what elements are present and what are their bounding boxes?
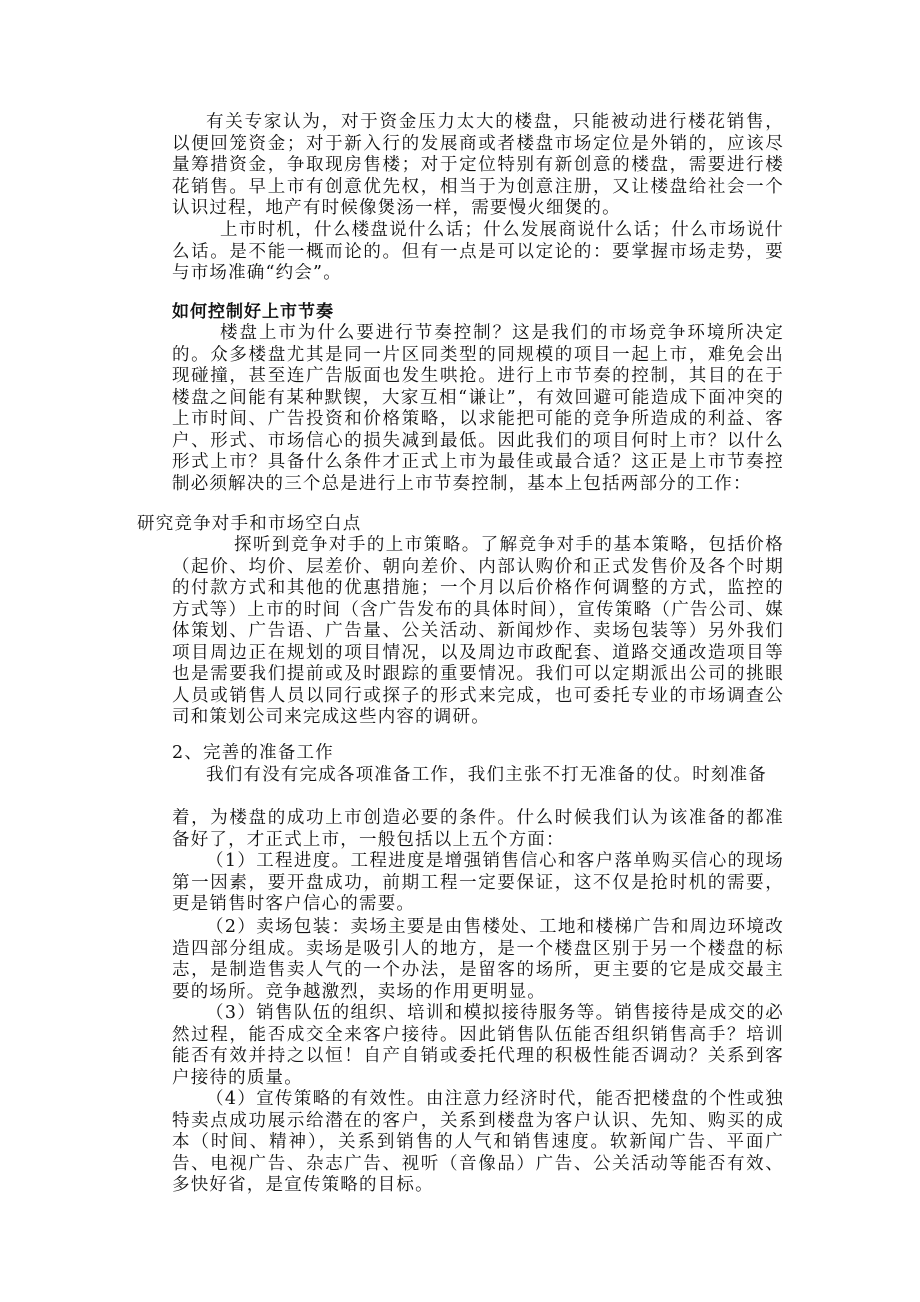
paragraph-competitor-strategy: 探听到竞争对手的上市策略。了解竞争对手的基本策略，包括价格（起价、均价、层差价、朝向差价、内部认购价和正式发售价及各个时期的付款方式和其他的优惠措施；一个月以后价格作何调整的方式，监控的方式等）上市的时间（含广告发布的具体时间），宣传策略（广告公司、媒体策划、广告语、广告量、公关活动、新闻炒作、卖场包装等）另外我们项目周边正在规划的项目情况，以及周边市政配套、道路交通改造项目等也是需要我们提前或及时跟踪的重要情况。我们可以定期派出公司的挑眼人员或销售人员以同行或探子的形式来完成，也可委托专业的市场调查公司和策划公司来完成这些内容的调研。 bbox=[172, 535, 784, 727]
subheading-preparation-work: 2、完善的准备工作 bbox=[172, 743, 334, 763]
paragraph-preparation-continued: 着，为楼盘的成功上市创造必要的条件。什么时候我们认为该准备的都准备好了，才正式上市，一般包括以上五个方面： bbox=[172, 808, 784, 850]
paragraph-rhythm-control: 楼盘上市为什么要进行节奏控制？这是我们的市场竞争环境所决定的。众多楼盘尤其是同一片区同类型的同规模的项目一起上市，难免会出现碰撞，甚至连广告版面也发生哄抢。进行上市节奏的控制，其目的在于楼盘之间能有某种默锲，大家互相“谦让”，有效回避可能造成下面冲突的上市时间、广告投资和价格策略，以求能把可能的竞争所造成的利益、客户、形式、市场信心的损失减到最低。因此我们的项目何时上市？以什么形式上市？具备什么条件才正式上市为最佳或最合适？这正是上市节奏控制必须解决的三个总是进行上市节奏控制，基本上包括两部分的工作： bbox=[172, 323, 784, 494]
list-item-construction-progress: （1）工程进度。工程进度是增强销售信心和客户落单购买信心的现场第一因素，要开盘成功，前期工程一定要保证，这不仅是抢时机的需要，更是销售时客户信心的需要。 bbox=[172, 851, 784, 914]
section-heading-launch-rhythm: 如何控制好上市节奏 bbox=[172, 302, 334, 322]
paragraph-launch-timing: 上市时机，什么楼盘说什么话；什么发展商说什么话；什么市场说什么话。是不能一概而论的。但有一点是可以定论的：要掌握市场走势，要与市场准确“约会”。 bbox=[172, 220, 784, 283]
paragraph-preparation-intro: 我们有没有完成各项准备工作，我们主张不打无准备的仗。时刻准备 bbox=[206, 765, 767, 785]
paragraph-experts-opinion: 有关专家认为，对于资金压力太大的楼盘，只能被动进行楼花销售，以便回笼资金；对于新入行的发展商或者楼盘市场定位是外销的，应该尽量筹措资金，争取现房售楼；对于定位特别有新创意的楼盘，需要进行楼花销售。早上市有创意优先权，相当于为创意注册，又让楼盘给社会一个认识过程，地产有时候像煲汤一样，需要慢火细煲的。 bbox=[172, 112, 784, 218]
subheading-research-competitors: 研究竞争对手和市场空白点 bbox=[137, 514, 362, 534]
list-item-promotion-strategy: （4）宣传策略的有效性。由注意力经济时代，能否把楼盘的个性或独特卖点成功展示给潜在的客户，关系到楼盘为客户认识、先知、购买的成本（时间、精神），关系到销售的人气和销售速度。软新闻广告、平面广告、电视广告、杂志广告、视听（音像品）广告、公关活动等能否有效、多快好省，是宣传策略的目标。 bbox=[172, 1089, 784, 1195]
list-item-sales-venue-packaging: （2）卖场包装：卖场主要是由售楼处、工地和楼梯广告和周边环境改造四部分组成。卖场是吸引人的地方，是一个楼盘区别于另一个楼盘的标志，是制造售卖人气的一个办法，是留客的场所，更主要的它是成交最主要的场所。竞争越激烈，卖场的作用更明显。 bbox=[172, 917, 784, 1002]
list-item-sales-team: （3）销售队伍的组织、培训和模拟接待服务等。销售接待是成交的必然过程，能否成交全来客户接待。因此销售队伍能否组织销售高手？培训能否有效并持之以恒！自产自销或委托代理的积极性能否调动？关系到客户接待的质量。 bbox=[172, 1003, 784, 1088]
